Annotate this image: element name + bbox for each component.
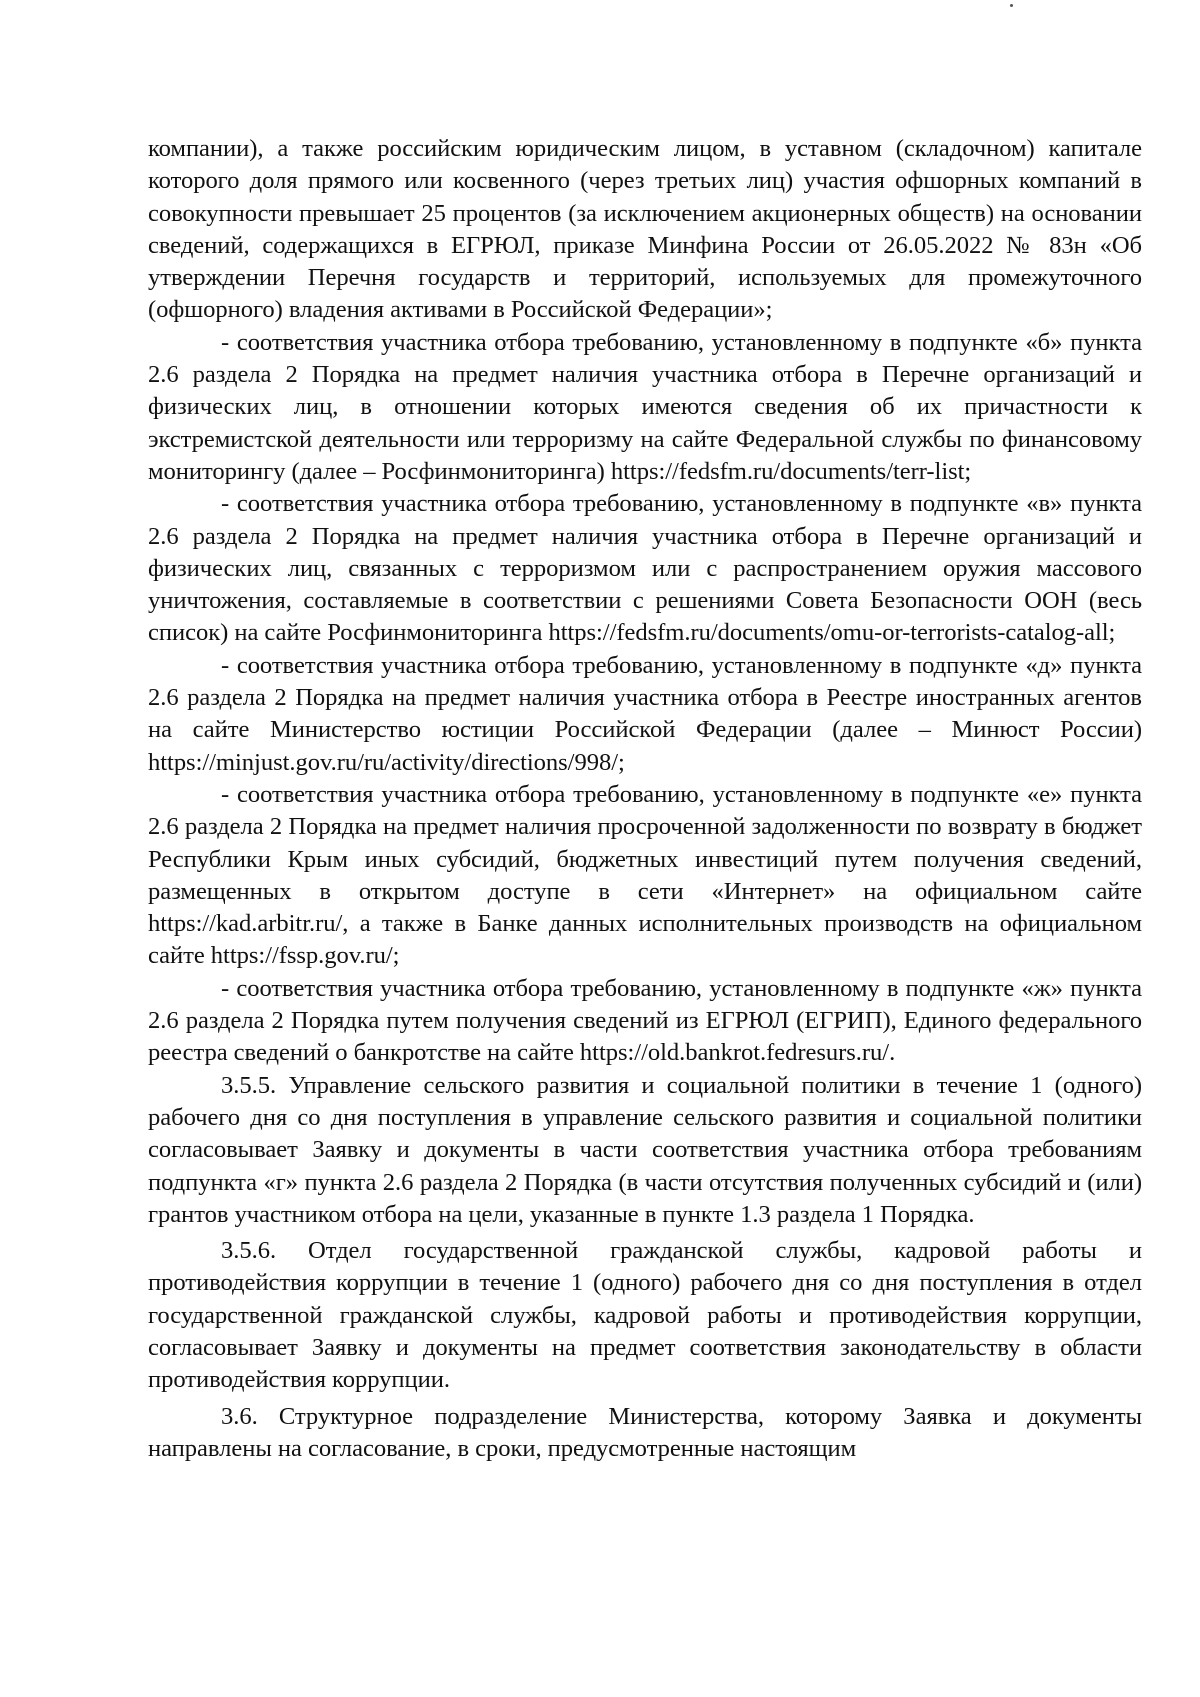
paragraph-3-5-5: 3.5.5. Управление сельского развития и социальной политики в течение 1 (одного) рабочего дня со дня поступления в управление сельского развития и социальной политики согласовывает Заявку и документы в части соответствия участника отбора требованиям подпункта «г» пункта 2.6 раздела 2 Порядка (в части отсутствия полученных субсидий и (или) грантов участником отбора на цели, указанные в пункте 1.3 раздела 1 Порядка. [148,1071,1142,1228]
paragraph-check-bankruptcy: - соответствия участника отбора требованию, установленному в подпункте «ж» пункта 2.6 раздела 2 Порядка путем получения сведений из ЕГРЮЛ (ЕГРИП), Единого федерального реестра сведений о банкротстве на сайте https://old.bankrot.fedresurs.ru/. [148,974,1142,1067]
paragraph-check-terr-list: - соответствия участника отбора требованию, установленному в подпункте «б» пункта 2.6 раздела 2 Порядка на предмет наличия участника отбора в Перечне организаций и физических лиц, в отношении которых имеются сведения об их причастности к экстремистской деятельности или терроризму на сайте Федеральной службы по финансовому мониторингу (далее – Росфинмониторинга) https://fedsfm.ru/documents/terr-list; [148,328,1142,485]
paragraph-check-overdue-debt: - соответствия участника отбора требованию, установленному в подпункте «е» пункта 2.6 раздела 2 Порядка на предмет наличия просроченной задолженности по возврату в бюджет Республики Крым иных субсидий, бюджетных инвестиций путем получения сведений, размещенных в открытом доступе в сети «Интернет» на официальном сайте https://kad.arbitr.ru/, а также в Банке данных исполнительных производств на официальном сайте https://fssp.gov.ru/; [148,780,1142,970]
paragraph-check-foreign-agents: - соответствия участника отбора требованию, установленному в подпункте «д» пункта 2.6 раздела 2 Порядка на предмет наличия участника отбора в Реестре иностранных агентов на сайте Министерство юстиции Российской Федерации (далее – Минюст России) https://minjust.gov.ru/ru/activity/directions/998/; [148,651,1142,776]
paragraph-offshore-continuation: компании), а также российским юридическим лицом, в уставном (складочном) капитале которого доля прямого или косвенного (через третьих лиц) участия офшорных компаний в совокупности превышает 25 процентов (за исключением акционерных обществ) на основании сведений, содержащихся в ЕГРЮЛ, приказе Минфина России от 26.05.2022 № 83н «Об утверждении Перечня государств и территорий, используемых для промежуточного (офшорного) владения активами в Российской Федерации»; [148,135,1142,324]
document-body [148,133,1142,1465]
paragraph-check-omu-list: - соответствия участника отбора требованию, установленному в подпункте «в» пункта 2.6 раздела 2 Порядка на предмет наличия участника отбора в Перечне организаций и физических лиц, связанных с терроризмом или с распространением оружия массового уничтожения, составляемые в соответствии с решениями Совета Безопасности ООН (весь список) на сайте Росфинмониторинга https://fedsfm.ru/documents/omu-or-terrorists-catalog-all; [148,490,1142,647]
paragraph-3-6: 3.6. Структурное подразделение Министерства, которому Заявка и документы направлены на согласование, в сроки, предусмотренные настоящим [148,1402,1142,1462]
paragraph-3-5-6: 3.5.6. Отдел государственной гражданской службы, кадровой работы и противодействия коррупции в течение 1 (одного) рабочего дня со дня поступления в отдел государственной гражданской службы, кадровой работы и противодействия коррупции, согласовывает Заявку и документы на предмет соответствия законодательству в области противодействия коррупции. [148,1237,1142,1394]
scan-speck [1010,4,1013,7]
